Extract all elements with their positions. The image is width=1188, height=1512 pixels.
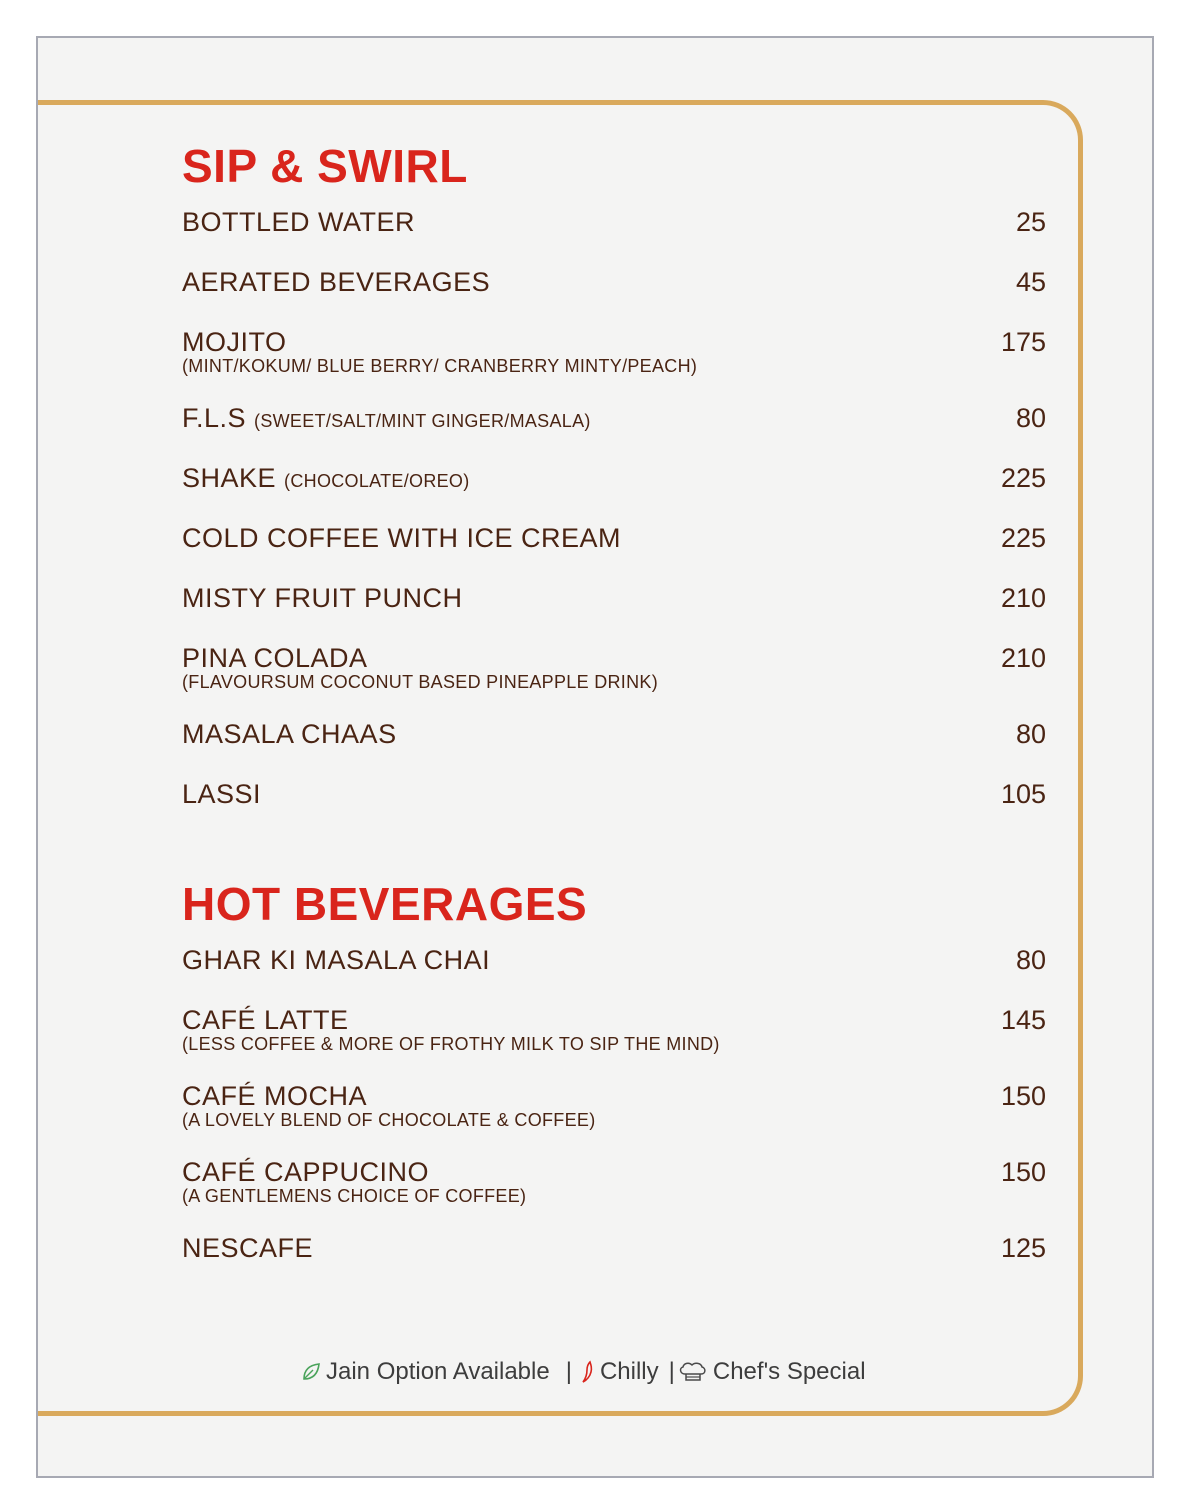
menu-item-name: CAFÉ CAPPUCINO	[182, 1157, 430, 1187]
menu-item-info	[182, 1230, 313, 1266]
menu-item-name-line	[182, 400, 591, 436]
menu-item-name: LASSI	[182, 779, 262, 809]
menu-item-info	[182, 400, 591, 436]
menu-item-info	[182, 580, 463, 616]
menu-item-name-line	[182, 776, 261, 812]
legend-jain	[300, 1358, 550, 1386]
section-title-sip-swirl: SIP & SWIRL	[182, 140, 468, 192]
menu-item-name: PINA COLADA	[182, 643, 368, 673]
menu-item	[182, 460, 1046, 496]
menu-item-description: (A LOVELY BLEND OF CHOCOLATE & COFFEE)	[182, 1110, 596, 1130]
menu-item-name-line	[182, 1002, 720, 1038]
section-sip-swirl-items	[182, 204, 1046, 812]
menu-item-price: 150	[1000, 1157, 1046, 1187]
menu-item-name-line	[182, 640, 658, 676]
menu-item-name-line	[182, 324, 697, 360]
menu-item	[182, 716, 1046, 752]
menu-item-price: 210	[1000, 583, 1046, 613]
menu-item-name-line	[182, 204, 415, 240]
menu-item-price: 80	[1015, 403, 1046, 433]
menu-item-name: CAFÉ LATTE	[182, 1005, 349, 1035]
menu-item-name-line	[182, 460, 470, 496]
legend-separator: |	[565, 1358, 572, 1385]
menu-item	[182, 324, 1046, 376]
menu-item-info	[182, 204, 415, 240]
legend-chilly	[580, 1358, 659, 1386]
menu-item	[182, 1002, 1046, 1054]
menu-item	[182, 1154, 1046, 1206]
menu-item-price: 25	[1015, 207, 1046, 237]
menu-item-name: F.L.S	[182, 403, 247, 433]
menu-item-info	[182, 942, 490, 978]
menu-item-price: 125	[1000, 1233, 1046, 1263]
menu-item-price: 210	[1000, 643, 1046, 673]
menu-item-price: 150	[1000, 1081, 1046, 1111]
menu-item-name-line	[182, 942, 490, 978]
section-title-hot-beverages: HOT BEVERAGES	[182, 878, 588, 930]
chilly-icon	[580, 1360, 596, 1384]
legend-jain-label: Jain Option Available	[326, 1358, 550, 1385]
menu-item-info	[182, 1078, 596, 1130]
menu-item-price: 80	[1015, 719, 1046, 749]
menu-item	[182, 942, 1046, 978]
menu-item-info	[182, 776, 261, 812]
menu-item-info	[182, 716, 397, 752]
menu-item-price: 175	[1000, 327, 1046, 357]
menu-item	[182, 580, 1046, 616]
menu-item-note: (SWEET/SALT/MINT GINGER/MASALA)	[254, 411, 591, 431]
menu-item-name: CAFÉ MOCHA	[182, 1081, 368, 1111]
legend-chef	[677, 1358, 866, 1386]
menu-item-name-line	[182, 716, 397, 752]
chef-hat-icon	[677, 1360, 709, 1384]
menu-item-name: MISTY FRUIT PUNCH	[182, 583, 463, 613]
menu-item-price: 225	[1000, 523, 1046, 553]
section-hot-beverages-items	[182, 942, 1046, 1266]
menu-item-name: AERATED BEVERAGES	[182, 267, 491, 297]
menu-item-name-line	[182, 1230, 313, 1266]
menu-item-description: (FLAVOURSUM COCONUT BASED PINEAPPLE DRINK)	[182, 672, 659, 692]
menu-item-note: (CHOCOLATE/OREO)	[284, 471, 470, 491]
menu-item-info	[182, 520, 621, 556]
menu-item-name-line	[182, 1078, 596, 1114]
menu-item	[182, 264, 1046, 300]
menu-item-name: NESCAFE	[182, 1233, 314, 1263]
menu-item	[182, 204, 1046, 240]
menu-item-name: SHAKE	[182, 463, 277, 493]
menu-item-name: MOJITO	[182, 327, 287, 357]
leaf-icon	[300, 1361, 322, 1383]
legend	[300, 1358, 866, 1386]
menu-item	[182, 640, 1046, 692]
menu-item-info	[182, 460, 470, 496]
menu-item-description: (A GENTLEMENS CHOICE OF COFFEE)	[182, 1186, 527, 1206]
menu-item	[182, 520, 1046, 556]
menu-item-info	[182, 640, 658, 692]
menu-item-info	[182, 1154, 526, 1206]
menu-item-description: (MINT/KOKUM/ BLUE BERRY/ CRANBERRY MINTY/PEACH)	[182, 356, 698, 376]
menu-item-name: GHAR KI MASALA CHAI	[182, 945, 491, 975]
menu-item-price: 105	[1000, 779, 1046, 809]
menu-item	[182, 776, 1046, 812]
menu-item-name: BOTTLED WATER	[182, 207, 416, 237]
menu-item-name: MASALA CHAAS	[182, 719, 397, 749]
menu-content	[182, 138, 1046, 1266]
menu-item-price: 225	[1000, 463, 1046, 493]
menu-page	[36, 36, 1154, 1478]
menu-item-price: 45	[1015, 267, 1046, 297]
menu-item-info	[182, 264, 490, 300]
legend-chilly-label: Chilly	[599, 1358, 659, 1385]
menu-item-name: COLD COFFEE WITH ICE CREAM	[182, 523, 622, 553]
menu-item-name-line	[182, 1154, 526, 1190]
menu-item-name-line	[182, 520, 621, 556]
legend-separator: |	[668, 1358, 675, 1385]
menu-item-description: (LESS COFFEE & MORE OF FROTHY MILK TO SIP THE MIND)	[182, 1034, 720, 1054]
menu-item-name-line	[182, 580, 463, 616]
menu-item-name-line	[182, 264, 490, 300]
menu-item-price: 80	[1015, 945, 1046, 975]
menu-item	[182, 1078, 1046, 1130]
menu-item-price: 145	[1000, 1005, 1046, 1035]
menu-item	[182, 1230, 1046, 1266]
menu-item-info	[182, 324, 697, 376]
menu-item-info	[182, 1002, 720, 1054]
legend-chef-label: Chef's Special	[712, 1358, 866, 1385]
menu-item	[182, 400, 1046, 436]
